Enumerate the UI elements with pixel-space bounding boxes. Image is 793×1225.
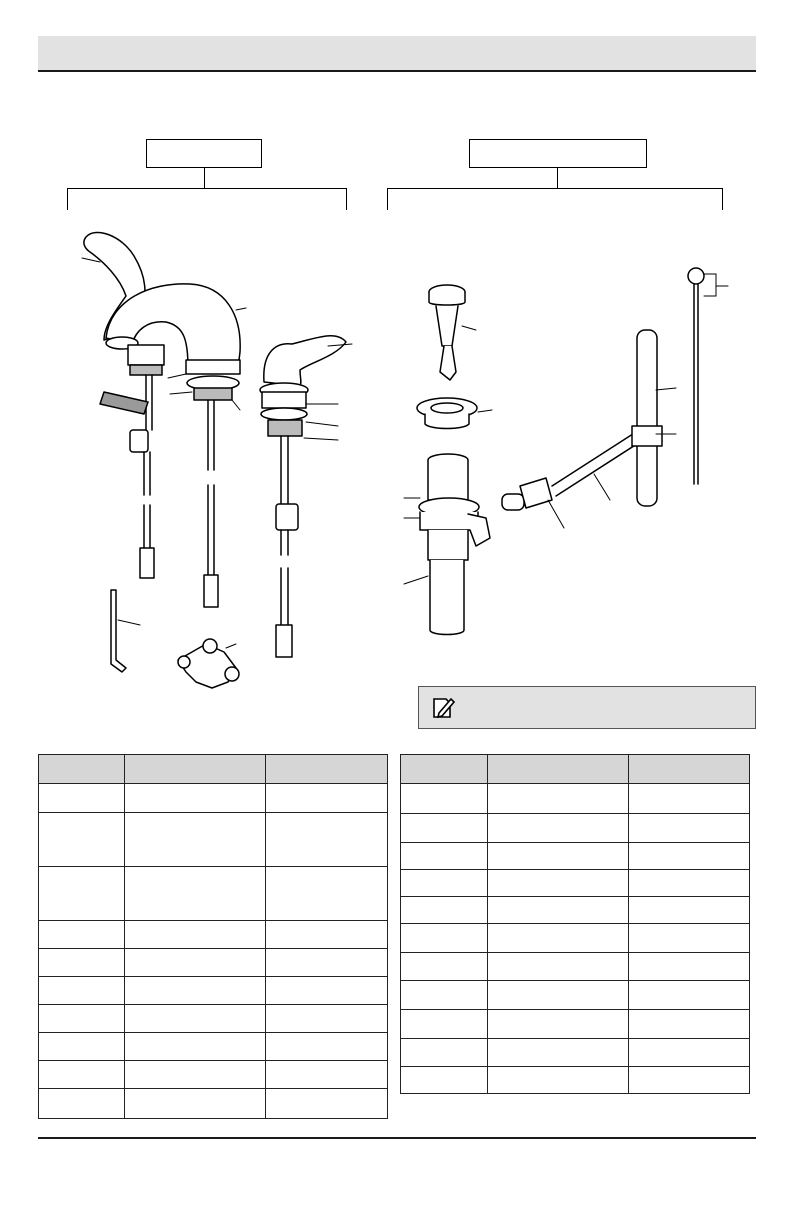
- table-header-cell: [266, 755, 388, 784]
- clevis-strap: [632, 330, 662, 506]
- table-cell: [39, 1061, 125, 1089]
- table-header-cell: [39, 755, 125, 784]
- table-header-cell: [124, 755, 266, 784]
- table-cell: [266, 867, 388, 921]
- table-cell: [487, 1067, 629, 1094]
- table-cell: [629, 953, 750, 981]
- parts-table-right: [400, 754, 750, 1094]
- left-valve-body: [128, 345, 164, 578]
- table-cell: [124, 1033, 266, 1061]
- table-cell: [124, 949, 266, 977]
- table-row: [401, 843, 750, 870]
- table-row: [39, 1061, 388, 1089]
- table-header-cell: [487, 755, 629, 784]
- hex-key: [111, 590, 126, 672]
- pivot-rod: [502, 432, 640, 510]
- table-header-cell: [629, 755, 750, 784]
- drain-body: [419, 454, 490, 635]
- table-row: [39, 784, 388, 813]
- note-pencil-icon: [431, 695, 455, 721]
- table-cell: [487, 870, 629, 897]
- table-cell: [487, 924, 629, 953]
- table-cell: [629, 1067, 750, 1094]
- table-cell: [487, 1010, 629, 1039]
- table-cell: [487, 897, 629, 924]
- table-cell: [266, 1033, 388, 1061]
- table-row: [39, 949, 388, 977]
- lift-rod: [688, 268, 704, 484]
- table-cell: [39, 977, 125, 1005]
- table-cell: [629, 924, 750, 953]
- table-cell: [401, 814, 488, 843]
- table-cell: [266, 949, 388, 977]
- table-row: [39, 921, 388, 949]
- table-cell: [487, 784, 629, 814]
- table-row: [39, 813, 388, 867]
- table-row: [401, 784, 750, 814]
- table-row: [401, 897, 750, 924]
- table-cell: [39, 784, 125, 813]
- table-cell: [124, 1089, 266, 1119]
- table-header-row: [401, 755, 750, 784]
- table-cell: [487, 953, 629, 981]
- table-row: [401, 1039, 750, 1067]
- table-row: [401, 924, 750, 953]
- table-cell: [401, 981, 488, 1010]
- table-cell: [124, 977, 266, 1005]
- table-row: [39, 1033, 388, 1061]
- table-cell: [401, 953, 488, 981]
- table-cell: [487, 1039, 629, 1067]
- table-cell: [39, 813, 125, 867]
- table-row: [401, 814, 750, 843]
- table-cell: [401, 843, 488, 870]
- table-cell: [124, 1061, 266, 1089]
- footer-rule: [38, 1137, 756, 1139]
- table-header-row: [39, 755, 388, 784]
- table-cell: [487, 814, 629, 843]
- table-row: [39, 1089, 388, 1119]
- table-cell: [124, 921, 266, 949]
- table-row: [39, 1005, 388, 1033]
- table-cell: [266, 977, 388, 1005]
- table-cell: [401, 897, 488, 924]
- note-box: [418, 686, 756, 729]
- table-cell: [629, 843, 750, 870]
- table-row: [401, 1010, 750, 1039]
- table-cell: [124, 813, 266, 867]
- table-cell: [629, 814, 750, 843]
- table-row: [39, 977, 388, 1005]
- table-cell: [401, 1067, 488, 1094]
- table-cell: [266, 813, 388, 867]
- table-cell: [401, 1010, 488, 1039]
- table-cell: [39, 1089, 125, 1119]
- table-cell: [39, 949, 125, 977]
- table-row: [401, 953, 750, 981]
- table-cell: [266, 1061, 388, 1089]
- table-cell: [266, 784, 388, 813]
- table-row: [39, 867, 388, 921]
- table-cell: [266, 921, 388, 949]
- drain-flange: [417, 398, 477, 429]
- table-cell: [124, 1005, 266, 1033]
- lift-rod-lever: [100, 392, 148, 414]
- table-cell: [39, 921, 125, 949]
- table-cell: [124, 867, 266, 921]
- table-header-cell: [401, 755, 488, 784]
- right-handle: [260, 336, 346, 397]
- table-cell: [487, 981, 629, 1010]
- table-cell: [401, 870, 488, 897]
- table-cell: [629, 981, 750, 1010]
- parts-table-left: [38, 754, 388, 1119]
- table-cell: [487, 843, 629, 870]
- table-cell: [629, 784, 750, 814]
- table-cell: [39, 1005, 125, 1033]
- right-valve-body: [261, 392, 307, 657]
- table-cell: [266, 1089, 388, 1119]
- table-row: [401, 870, 750, 897]
- table-cell: [401, 1039, 488, 1067]
- table-cell: [401, 784, 488, 814]
- table-cell: [629, 870, 750, 897]
- table-cell: [39, 867, 125, 921]
- table-cell: [629, 1039, 750, 1067]
- popup-stopper: [429, 285, 465, 380]
- table-cell: [39, 1033, 125, 1061]
- table-cell: [629, 1010, 750, 1039]
- table-cell: [401, 924, 488, 953]
- spout-base: [186, 360, 240, 607]
- table-row: [401, 1067, 750, 1094]
- table-cell: [124, 784, 266, 813]
- table-cell: [266, 1005, 388, 1033]
- table-row: [401, 981, 750, 1010]
- table-cell: [629, 897, 750, 924]
